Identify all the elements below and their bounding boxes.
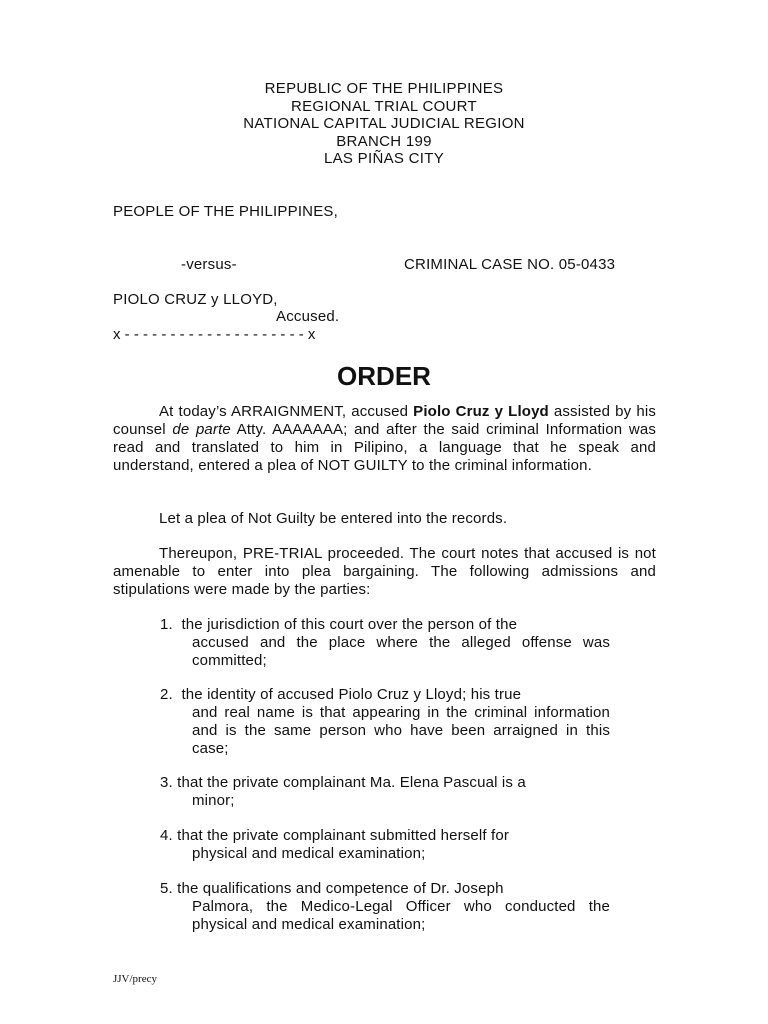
header-region: NATIONAL CAPITAL JUDICIAL REGION <box>243 115 525 132</box>
p1-text-a: At today’s ARRAIGNMENT, accused <box>159 403 414 420</box>
stipulation-item <box>160 774 610 810</box>
paragraph-plea: Let a plea of Not Guilty be entered into the records. <box>159 510 508 527</box>
order-title: ORDER <box>337 361 431 391</box>
versus-label: -versus- <box>181 256 237 273</box>
item-text-first: the jurisdiction of this court over the person of the <box>181 616 518 633</box>
item-number: 2. <box>160 686 173 703</box>
header-republic: REPUBLIC OF THE PHILIPPINES <box>264 80 504 97</box>
p1-text-c: Atty. AAAAAAA; and after the said criminal Information was read and translated to him in Pilipino, a language that he speak and understand, entered a plea of NOT GUILTY to the criminal information. <box>113 421 657 474</box>
item-text-first: that the private complainant Ma. Elena Pascual is a <box>177 774 526 791</box>
item-text-rest: physical and medical examination; <box>192 845 426 862</box>
item-number: 5. <box>160 880 173 897</box>
stipulation-item <box>160 880 610 934</box>
stipulation-item <box>160 616 610 670</box>
court-header <box>0 80 768 168</box>
stipulation-item <box>160 686 610 758</box>
item-number: 1. <box>160 616 173 633</box>
item-text-first: the identity of accused Piolo Cruz y Lloyd; his true <box>181 686 522 703</box>
item-text-rest: and real name is that appearing in the criminal information and is the same person who have been arraigned in this case; <box>192 704 610 757</box>
header-court: REGIONAL TRIAL COURT <box>290 97 478 115</box>
item-text-first: the qualifications and competence of Dr. Joseph <box>177 880 504 897</box>
item-number: 3. <box>160 774 173 791</box>
accused-label: Accused. <box>276 308 340 325</box>
p1-text-b: assisted by his counsel <box>113 403 656 438</box>
stipulation-item <box>160 827 610 863</box>
paragraph-arraignment <box>113 403 656 475</box>
item-text-rest: Palmora, the Medico-Legal Officer who conducted the physical and medical examination; <box>192 898 610 933</box>
paragraph-pretrial: Thereupon, PRE-TRIAL proceeded. The court notes that accused is not amenable to enter into plea bargaining. The following admissions and stipulations were made by the parties: <box>113 545 656 598</box>
item-text-rest: minor; <box>192 792 235 809</box>
footer-initials: JJV/precy <box>113 973 157 985</box>
accused-name-bold: Piolo Cruz y Lloyd <box>413 403 549 420</box>
item-text-rest: accused and the place where the alleged offense was committed; <box>192 634 610 669</box>
item-number: 4. <box>160 827 173 844</box>
accused-name: PIOLO CRUZ y LLOYD, <box>113 291 278 308</box>
case-number: CRIMINAL CASE NO. 05-0433 <box>404 256 616 273</box>
de-parte-italic: de parte <box>172 421 231 438</box>
item-text-first: that the private complainant submitted herself for <box>177 827 509 844</box>
header-city: LAS PIÑAS CITY <box>323 150 445 167</box>
plaintiff-name: PEOPLE OF THE PHILIPPINES, <box>113 203 338 220</box>
header-branch: BRANCH 199 <box>336 132 432 150</box>
caption-separator: x - - - - - - - - - - - - - - - - - - - - x <box>113 326 316 343</box>
